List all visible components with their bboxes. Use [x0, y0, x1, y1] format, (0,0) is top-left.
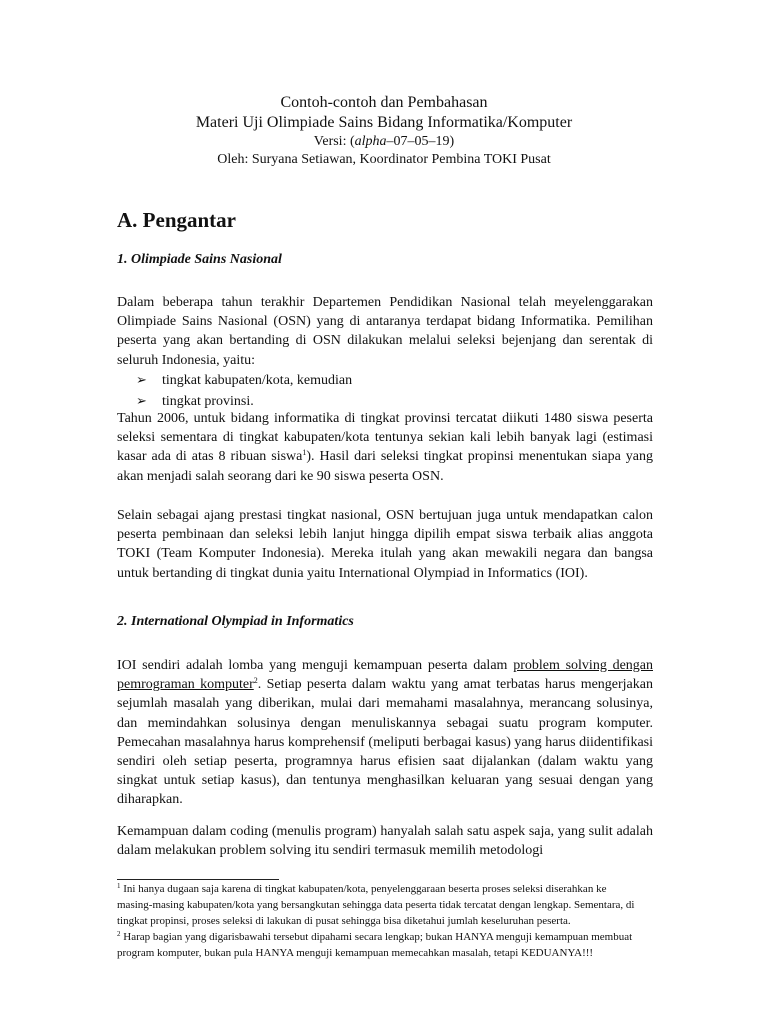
paragraph-text: Kemampuan dalam coding (menulis program) hanyalah salah satu aspek saja, yang sulit adalah dalam melakukan problem solving itu sendiri termasuk memilih metodologi: [117, 824, 653, 859]
paragraph-osn-2006: [117, 409, 653, 486]
footnote-1: [117, 881, 637, 929]
section-heading: A. Pengantar: [117, 208, 236, 232]
paragraph-text: Selain sebagai ajang prestasi tingkat nasional, OSN bertujuan juga untuk mendapatkan calon peserta pembinaan dan seleksi lebih lanjut hingga dipilih empat siswa terbaik alias anggota TOKI (Team Komputer Indonesia). Mereka itulah yang akan mewakili negara dan bangsa untuk bertanding di tingkat dunia yaitu International Olympiad in Informatics (IOI).: [117, 508, 653, 581]
footnote-text: Ini hanya dugaan saja karena di tingkat kabupaten/kota, penyelenggaraan beserta proses seleksi diserahkan ke masing-masing kabupaten/kota yang bersangkutan sehingga data peserta tidak tercatat dengan lengkap. Sementara, di tingkat propinsi, proses seleksi di lakukan di pusat sehingga bisa diketahui jumlah keseluruhan peserta.: [117, 883, 635, 927]
footnote-ref-2[interactable]: 2: [253, 676, 258, 686]
footnote-mark: 2: [117, 930, 121, 938]
footnote-text: Harap bagian yang digarisbawahi tersebut dipahami secara lengkap; bukan HANYA menguji kemampuan membuat program komputer, bukan pula HANYA menguji kemampuan memecahkan masalah, tetapi KEDUANYA!!!: [117, 931, 633, 959]
version-prefix: Versi: (: [313, 134, 355, 149]
arrowhead-icon: ➢: [136, 372, 147, 387]
footnotes: [117, 881, 637, 961]
underlined-phrase: problem solving dengan pemrograman komputer: [117, 658, 653, 693]
title-line-1: Contoh-contoh dan Pembahasan: [280, 94, 488, 111]
author-line: Oleh: Suryana Setiawan, Koordinator Pembina TOKI Pusat: [217, 152, 551, 167]
list-item-text: tingkat kabupaten/kota, kemudian: [162, 373, 353, 388]
paragraph-text: Dalam beberapa tahun terakhir Departemen Pendidikan Nasional telah meyelenggarakan Olimpiade Sains Nasional (OSN) yang di antaranya terdapat bidang Informatika. Pemilihan peserta yang akan bertanding di OSN dilakukan melalui seleksi bejenjang dan serentak di seluruh Indonesia, yaitu:: [117, 295, 653, 368]
list-item-text: tingkat provinsi.: [162, 393, 254, 409]
version-suffix: –07–05–19): [386, 134, 455, 149]
paragraph-osn-toki: [117, 506, 653, 583]
title-line-2: Materi Uji Olimpiade Sains Bidang Informatika/Komputer: [195, 114, 573, 131]
version-alpha: alpha: [354, 134, 387, 149]
paragraph-text: Tahun 2006, untuk bidang informatika di tingkat provinsi tercatat diikuti 1480 siswa peserta seleksi sementara di tingkat kabupaten/kota tentunya sekian kali lebih banyak lagi (estimasi kasar ada di atas 8 ribuan siswa: [117, 411, 653, 465]
version-line: [0, 133, 768, 151]
bullet-list: [136, 370, 636, 411]
paragraph-coding: [117, 822, 653, 860]
document-header: [0, 93, 768, 169]
list-item: [136, 391, 636, 412]
arrowhead-icon: ➢: [136, 392, 147, 408]
paragraph-text: ). Hasil dari seleksi tingkat propinsi menentukan siapa yang akan menjadi salah seorang dari ke 90 siswa peserta OSN.: [117, 449, 653, 484]
list-item: [136, 370, 636, 391]
footnote-2: [117, 929, 637, 961]
footnote-separator: [117, 879, 279, 880]
subsection-heading-2: 2. International Olympiad in Informatics: [117, 614, 354, 629]
subsection-heading-1: 1. Olimpiade Sains Nasional: [117, 252, 282, 267]
footnote-mark: 1: [117, 882, 121, 890]
paragraph-osn-intro: [117, 293, 653, 370]
footnote-ref-1[interactable]: 1: [302, 448, 307, 458]
paragraph-text: IOI sendiri adalah lomba yang menguji kemampuan peserta dalam: [117, 658, 514, 673]
paragraph-text: . Setiap peserta dalam waktu yang amat terbatas harus mengerjakan sejumlah masalah yang diberikan, mulai dari memahami masalahnya, merancang solusinya, dan memindahkan solusinya dengan menuliskannya sebagai suatu program komputer. Pemecahan masalahnya harus komprehensif (meliputi berbagai kasus) yang harus diidentifikasi sendiri oleh setiap peserta, programnya harus efisien saat dijalankan (dalam waktu yang singkat untuk setiap kasus), dan tentunya menghasilkan keluaran yang sesuai dengan yang diharapkan.: [117, 677, 653, 808]
paragraph-ioi: [117, 656, 653, 810]
